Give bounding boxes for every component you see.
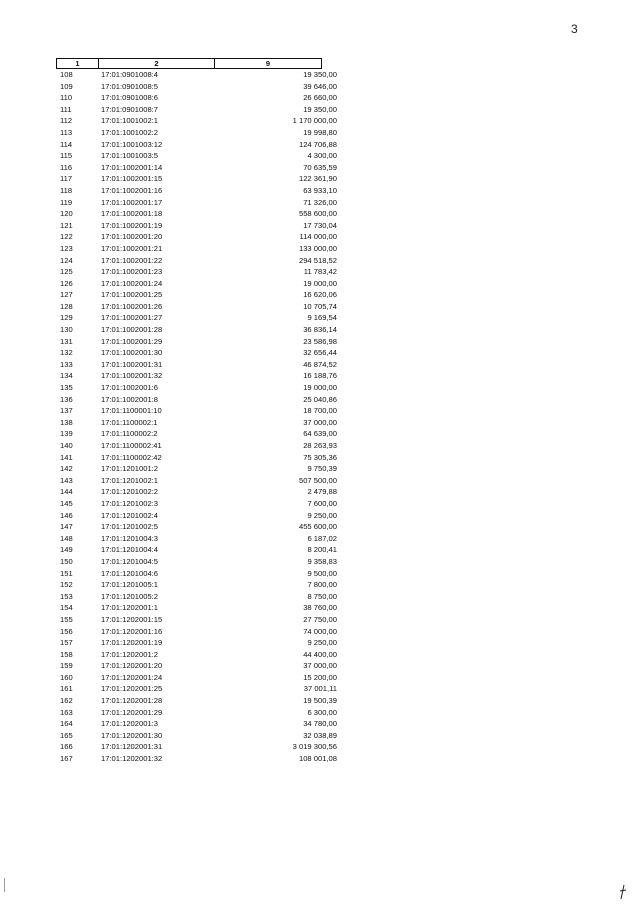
table-row [56,475,337,487]
cadastral-number-cell: 17:01:1201004:3 [101,533,159,543]
table-row [56,185,337,197]
cadastral-number-cell: 17:01:1202001:31 [101,742,163,752]
table-row [56,649,337,661]
row-number-cell: 134 [60,371,73,381]
value-cell: 16 620,06 [303,290,337,300]
value-cell: 36 836,14 [303,325,337,335]
cadastral-number-cell: 17:01:1002001:29 [101,336,163,346]
value-cell: 507 500,00 [298,475,337,485]
value-cell: 74 000,00 [303,626,337,636]
row-number-cell: 158 [60,649,73,659]
table-row [56,683,337,695]
table-row [56,92,337,104]
cadastral-number-cell: 17:01:1001003:5 [101,151,159,161]
cadastral-number-cell: 17:01:1002001:20 [101,232,163,242]
value-cell: 75 305,36 [303,452,337,462]
table-row [56,312,337,324]
row-number-cell: 128 [60,301,73,311]
table-row [56,417,337,429]
cadastral-number-cell: 17:01:1002001:30 [101,348,163,358]
table-row [56,162,337,174]
row-number-cell: 149 [60,545,73,555]
table-row [56,660,337,672]
cadastral-number-cell: 17:01:1100002:41 [101,441,162,450]
value-cell: 70 635,59 [303,162,337,172]
cadastral-number-cell: 17:01:1100002:42 [101,452,162,462]
row-number-cell: 156 [60,626,73,636]
table-row [56,544,337,556]
row-number-cell: 113 [60,127,73,137]
value-cell: 294 518,52 [298,255,337,265]
row-number-cell: 145 [60,498,73,508]
table-row [56,289,337,301]
value-cell: 37 000,00 [303,661,337,671]
row-number-cell: 155 [60,614,73,624]
table-row [56,591,337,603]
value-cell: 32 656,44 [303,348,337,358]
value-cell: 38 760,00 [303,603,337,613]
table-row [56,301,337,313]
value-cell: 19 500,39 [303,696,337,706]
row-number-cell: 130 [60,325,73,335]
row-number-cell: 123 [60,243,73,253]
table-row [56,405,337,417]
row-number-cell: 147 [60,522,73,532]
table-row [56,324,337,336]
table-row [56,614,337,626]
cadastral-number-cell: 17:01:1201002:5 [101,522,159,532]
cadastral-number-cell: 17:01:1202001:24 [101,672,163,682]
value-cell: 108 001,08 [298,754,337,764]
row-number-cell: 121 [60,220,73,230]
cadastral-number-cell: 17:01:1002001:17 [101,197,163,207]
value-cell: 133 000,00 [298,243,337,253]
value-cell: 16 188,76 [303,371,337,381]
cadastral-number-cell: 17:01:1202001:2 [101,649,159,659]
cadastral-number-cell: 17:01:1202001:28 [101,696,163,706]
cadastral-number-cell: 17:01:1100002:2 [101,429,158,439]
cadastral-number-cell: 17:01:1202001:1 [101,603,159,613]
table-row [56,556,337,568]
row-number-cell: 140 [60,441,73,450]
table-row [56,626,337,638]
cadastral-number-cell: 17:01:1002001:32 [101,371,163,381]
row-number-cell: 112 [60,116,73,126]
row-number-cell: 167 [60,754,73,764]
cadastral-number-cell: 17:01:1202001:32 [101,754,163,764]
row-number-cell: 122 [60,232,73,242]
cadastral-number-cell: 17:01:1201002:3 [101,498,159,508]
value-cell: 9 250,00 [307,510,337,520]
value-cell: 19 000,00 [303,383,337,393]
cadastral-number-cell: 17:01:1002001:21 [101,243,163,253]
cadastral-number-cell: 17:01:1002001:19 [101,220,163,230]
row-number-cell: 153 [60,591,73,601]
table-row [56,568,337,580]
row-number-cell: 160 [60,672,73,682]
value-cell: 19 000,00 [303,278,337,288]
row-number-cell: 135 [60,383,73,393]
value-cell: 19 998,80 [303,127,337,137]
value-cell: 7 800,00 [307,580,337,590]
cadastral-number-cell: 17:01:1202001:20 [101,661,163,671]
row-number-cell: 116 [60,162,73,172]
value-cell: 11 783,42 [303,267,337,277]
row-number-cell: 142 [60,464,73,474]
value-cell: 15 200,00 [303,672,337,682]
table-body [56,69,337,765]
row-number-cell: 162 [60,696,73,706]
value-cell: 9 500,00 [307,568,337,578]
table-row [56,510,337,522]
column-header-9: 9 [265,59,271,68]
cadastral-number-cell: 17:01:0901008:7 [101,104,159,114]
row-number-cell: 136 [60,394,73,404]
cadastral-number-cell: 17:01:1002001:23 [101,267,163,277]
table-row [56,579,337,591]
value-cell: 28 263,93 [303,441,337,450]
value-cell: 18 700,00 [303,406,337,416]
row-number-cell: 115 [60,151,73,161]
column-header-1: 1 [57,59,99,68]
table-row [56,753,337,765]
cadastral-number-cell: 17:01:1201004:5 [101,556,159,566]
table-row [56,672,337,684]
cadastral-number-cell: 17:01:1201004:4 [101,545,159,555]
cadastral-number-cell: 17:01:1201001:2 [101,464,159,474]
cadastral-number-cell: 17:01:1002001:26 [101,301,163,311]
table-row [56,139,337,151]
value-cell: 114 000,00 [299,232,337,242]
row-number-cell: 117 [60,174,73,184]
table-row [56,127,337,139]
row-number-cell: 165 [60,730,73,740]
cadastral-number-cell: 17:01:1002001:8 [101,394,159,404]
cadastral-number-cell: 17:01:1202001:15 [101,614,163,624]
row-number-cell: 157 [60,638,73,648]
row-number-cell: 133 [60,359,73,369]
table-row [56,428,337,440]
value-cell: 39 646,00 [303,81,337,91]
row-number-cell: 131 [60,336,73,346]
cadastral-number-cell: 17:01:1002001:22 [101,255,163,265]
value-cell: 71 326,00 [303,197,337,207]
column-header-2: 2 [99,59,215,68]
cadastral-number-cell: 17:01:1002001:15 [101,174,163,184]
table-row [56,718,337,730]
table-row [56,115,337,127]
table-row [56,394,337,406]
row-number-cell: 144 [60,487,73,497]
cadastral-number-cell: 17:01:1001002:1 [101,116,159,126]
row-number-cell: 124 [60,255,73,265]
table-row [56,695,337,707]
cadastral-number-cell: 17:01:1001003:12 [101,139,163,149]
table-row [56,336,337,348]
table-row [56,266,337,278]
value-cell: 26 660,00 [303,93,337,103]
row-number-cell: 161 [60,684,73,694]
cadastral-number-cell: 17:01:1202001:16 [101,626,163,636]
value-cell: 27 750,00 [303,614,337,624]
row-number-cell: 108 [60,70,73,79]
value-cell: 8 200,41 [307,545,337,555]
row-number-cell: 164 [60,719,73,729]
row-number-cell: 127 [60,290,73,300]
value-cell: 37 001,11 [303,684,337,694]
cadastral-number-cell: 17:01:0901008:6 [101,93,159,103]
value-cell: 17 730,04 [303,220,337,230]
table-row [56,197,337,209]
cadastral-number-cell: 17:01:1002001:6 [101,383,159,393]
value-cell: 10 705,74 [303,301,337,311]
table-row [56,243,337,255]
cadastral-number-cell: 17:01:1100001:10 [101,406,162,416]
table-row [56,521,337,533]
value-cell: 44 400,00 [303,649,337,659]
table-row [56,220,337,232]
cadastral-number-cell: 17:01:1201004:6 [101,568,159,578]
row-number-cell: 132 [60,348,73,358]
row-number-cell: 159 [60,661,73,671]
row-number-cell: 152 [60,580,73,590]
table-row [56,278,337,290]
table-row [56,81,337,93]
table-row [56,359,337,371]
row-number-cell: 163 [60,707,73,717]
table-row [56,173,337,185]
value-cell: 6 300,00 [307,707,337,717]
cadastral-number-cell: 17:01:1002001:25 [101,290,163,300]
cadastral-number-cell: 17:01:1201005:2 [101,591,159,601]
table-header [56,58,322,69]
value-cell: 9 169,54 [307,313,337,323]
value-cell: 3 019 300,56 [292,742,337,752]
cadastral-number-cell: 17:01:1002001:18 [101,209,163,219]
row-number-cell: 120 [60,209,73,219]
value-cell: 2 479,88 [307,487,337,497]
table-row [56,452,337,464]
cadastral-number-cell: 17:01:1201002:4 [101,510,159,520]
signature-mark [618,884,628,900]
cadastral-number-cell: 17:01:1002001:24 [101,278,163,288]
value-cell: 46 874,52 [303,359,337,369]
table-row [56,707,337,719]
row-number-cell: 138 [60,417,73,427]
value-cell: 37 000,00 [303,417,337,427]
table-row [56,347,337,359]
table-row [56,602,337,614]
row-number-cell: 110 [60,93,73,103]
cadastral-number-cell: 17:01:1201005:1 [101,580,159,590]
value-cell: 6 187,02 [307,533,337,543]
value-cell: 1 170 000,00 [292,116,337,126]
cadastral-number-cell: 17:01:0901008:5 [101,81,159,91]
value-cell: 122 361,90 [298,174,337,184]
cadastral-number-cell: 17:01:1202001:30 [101,730,163,740]
table-row [56,730,337,742]
row-number-cell: 150 [60,556,73,566]
table-row [56,382,337,394]
cadastral-number-cell: 17:01:1202001:19 [101,638,163,648]
value-cell: 7 600,00 [307,498,337,508]
value-cell: 4 300,00 [307,151,337,161]
table-row [56,533,337,545]
row-number-cell: 146 [60,510,73,520]
cadastral-number-cell: 17:01:1202001:3 [101,719,159,729]
cadastral-number-cell: 17:01:1002001:28 [101,325,163,335]
cadastral-number-cell: 17:01:1201002:2 [101,487,159,497]
cadastral-number-cell: 17:01:1202001:25 [101,684,163,694]
row-number-cell: 129 [60,313,73,323]
table-row [56,741,337,753]
value-cell: 25 040,86 [303,394,337,404]
value-cell: 9 750,39 [307,464,337,474]
value-cell: 9 250,00 [307,638,337,648]
row-number-cell: 119 [60,197,73,207]
table-row [56,440,337,452]
value-cell: 32 038,89 [303,730,337,740]
value-cell: 23 586,98 [303,336,337,346]
table-row [56,370,337,382]
value-cell: 63 933,10 [303,185,337,195]
row-number-cell: 114 [60,139,73,149]
value-cell: 8 750,00 [307,591,337,601]
table-row [56,498,337,510]
row-number-cell: 151 [60,568,73,578]
row-number-cell: 111 [60,104,72,114]
value-cell: 455 600,00 [298,522,337,532]
table-row [56,637,337,649]
table-row [56,231,337,243]
row-number-cell: 126 [60,278,73,288]
cadastral-number-cell: 17:01:1002001:27 [101,313,163,323]
value-cell: 19 350,00 [303,70,337,79]
row-number-cell: 118 [60,185,73,195]
value-cell: 558 600,00 [298,209,337,219]
value-cell: 19 350,00 [303,104,337,114]
table-row [56,104,337,116]
scan-edge-mark [4,878,9,892]
cadastral-number-cell: 17:01:1002001:31 [101,359,163,369]
cadastral-number-cell: 17:01:1100002:1 [101,417,158,427]
value-cell: 124 706,88 [298,139,337,149]
cadastral-number-cell: 17:01:1201002:1 [101,475,159,485]
value-cell: 34 780,00 [303,719,337,729]
cadastral-number-cell: 17:01:1002001:16 [101,185,163,195]
table-row [56,69,337,81]
row-number-cell: 154 [60,603,73,613]
row-number-cell: 143 [60,475,73,485]
row-number-cell: 125 [60,267,73,277]
cadastral-number-cell: 17:01:1202001:29 [101,707,163,717]
row-number-cell: 141 [60,452,73,462]
row-number-cell: 109 [60,81,73,91]
table-row [56,255,337,267]
table-row [56,486,337,498]
row-number-cell: 139 [60,429,73,439]
value-cell: 9 358,83 [307,556,337,566]
row-number-cell: 148 [60,533,73,543]
cadastral-number-cell: 17:01:1002001:14 [101,162,163,172]
table-row [56,463,337,475]
table-row [56,208,337,220]
value-cell: 64 639,00 [303,429,337,439]
table-row [56,150,337,162]
row-number-cell: 137 [60,406,73,416]
cadastral-number-cell: 17:01:1001002:2 [101,127,159,137]
page-number: 3 [571,22,578,36]
cadastral-number-cell: 17:01:0901008:4 [101,70,159,79]
row-number-cell: 166 [60,742,73,752]
